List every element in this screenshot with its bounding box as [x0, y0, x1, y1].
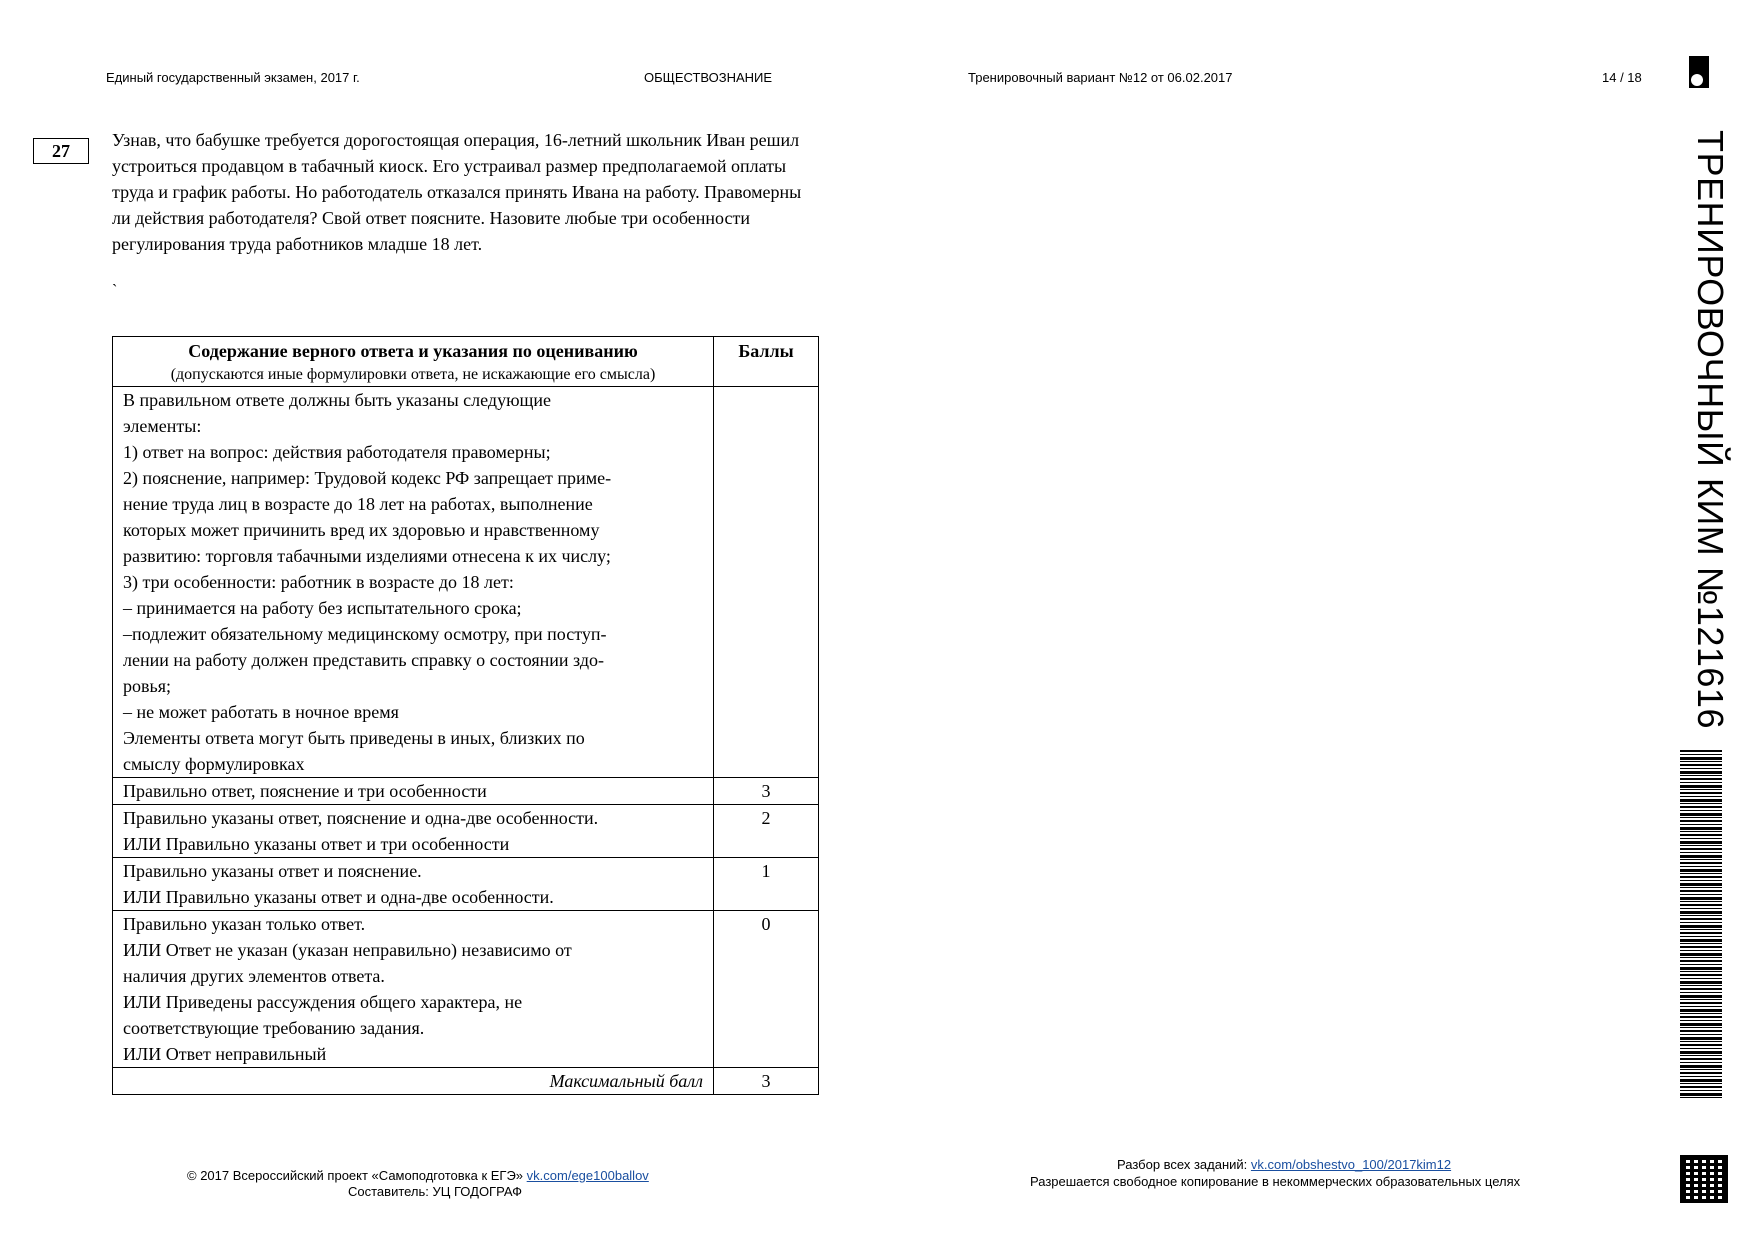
answer-line: 1) ответ на вопрос: действия работодателя правомерны; — [123, 442, 551, 462]
answer-line: –подлежит обязательному медицинскому осмотру, при поступ- — [123, 624, 607, 644]
answer-elements-cell — [113, 387, 714, 778]
criterion-line: Правильно ответ, пояснение и три особенности — [123, 781, 487, 801]
criterion-line: ИЛИ Приведены рассуждения общего характера, не — [123, 992, 523, 1012]
criterion-line: Правильно указаны ответ, пояснение и одна-две особенности. — [123, 808, 599, 828]
qr-code-icon — [1680, 1155, 1728, 1203]
answer-line: которых может причинить вред их здоровью и нравственному — [123, 520, 600, 540]
answer-line: – принимается на работу без испытательного срока; — [123, 598, 522, 618]
criterion-line: ИЛИ Ответ неправильный — [123, 1044, 327, 1064]
table-header-score: Баллы — [713, 337, 818, 387]
answer-line: – не может работать в ночное время — [123, 702, 399, 722]
answer-line: элементы: — [123, 416, 202, 436]
criterion-score: 1 — [713, 858, 818, 911]
footer-copy-note: Разрешается свободное копирование в некоммерческих образовательных целях — [1030, 1174, 1521, 1189]
table-header-row — [113, 337, 819, 387]
task-question: Узнав, что бабушке требуется дорогостоящая операция, 16-летний школьник Иван решил устроиться продавцом в табачный киоск. Его устраивал размер предполагаемой оплаты труда и график работы. Но работодатель отказался принять Ивана на работу. Правомерны ли действия работодателя? Свой ответ поясните. Назовите любые три особенности регулирования труда работников младше 18 лет. — [112, 130, 802, 254]
footer-project-link[interactable]: vk.com/ege100ballov — [526, 1168, 649, 1183]
criterion-line: наличия других элементов ответа. — [123, 966, 385, 986]
stray-mark: ` — [112, 282, 118, 299]
answer-line: ровья; — [123, 676, 171, 696]
corner-marker-icon — [1689, 56, 1709, 88]
header-sub: (допускаются иные формулировки ответа, не искажающие его смысла) — [170, 366, 656, 383]
footer-project — [187, 1168, 649, 1183]
barcode-icon — [1680, 750, 1722, 1100]
criterion-text — [113, 778, 714, 805]
answer-line: 3) три особенности: работник в возрасте до 18 лет: — [123, 572, 514, 592]
answer-line: смыслу формулировках — [123, 754, 305, 774]
header-exam-title: Единый государственный экзамен, 2017 г. — [106, 70, 360, 85]
max-score-row — [113, 1068, 819, 1095]
criterion-score: 0 — [713, 911, 818, 1068]
criterion-line: ИЛИ Правильно указаны ответ и одна-две особенности. — [123, 887, 554, 907]
criterion-line: ИЛИ Правильно указаны ответ и три особенности — [123, 834, 510, 854]
table-header-content — [113, 337, 714, 387]
task-number: 27 — [33, 138, 89, 164]
criterion-line: Правильно указаны ответ и пояснение. — [123, 861, 422, 881]
footer-author: Составитель: УЦ ГОДОГРАФ — [348, 1184, 523, 1199]
criterion-line: соответствующие требованию задания. — [123, 1018, 425, 1038]
answer-table — [112, 336, 819, 1095]
criterion-text — [113, 911, 714, 1068]
answer-line: лении на работу должен представить справку о состоянии здо- — [123, 650, 604, 670]
answer-line: 2) пояснение, например: Трудовой кодекс РФ запрещает приме- — [123, 468, 612, 488]
header-subject: ОБЩЕСТВОЗНАНИЕ — [644, 70, 773, 85]
criterion-line: ИЛИ Ответ не указан (указан неправильно) независимо от — [123, 940, 572, 960]
side-kim-title: ТРЕНИРОВОЧНЫЙ КИМ №121616 — [1690, 130, 1731, 729]
footer-analysis — [1117, 1157, 1451, 1172]
criterion-score: 3 — [713, 778, 818, 805]
score-criterion-row — [113, 858, 819, 911]
max-score-label: Максимальный балл — [113, 1068, 714, 1095]
header-variant: Тренировочный вариант №12 от 06.02.2017 — [968, 70, 1233, 85]
empty-score-cell — [713, 387, 818, 778]
header-page-number: 14 / 18 — [1602, 70, 1642, 85]
criterion-text — [113, 858, 714, 911]
answer-line: Элементы ответа могут быть приведены в иных, близких по — [123, 728, 585, 748]
footer-copyright: © 2017 Всероссийский проект «Самоподготовка к ЕГЭ» — [187, 1168, 524, 1183]
answer-line: развитию: торговля табачными изделиями отнесена к их числу; — [123, 546, 611, 566]
answer-line: нение труда лиц в возрасте до 18 лет на работах, выполнение — [123, 494, 593, 514]
answer-elements-row — [113, 387, 819, 778]
score-criterion-row — [113, 911, 819, 1068]
max-score-value: 3 — [713, 1068, 818, 1095]
footer-analysis-prefix: Разбор всех заданий: — [1117, 1157, 1248, 1172]
answer-line: В правильном ответе должны быть указаны следующие — [123, 390, 551, 410]
criterion-score: 2 — [713, 805, 818, 858]
criterion-line: Правильно указан только ответ. — [123, 914, 366, 934]
score-criterion-row — [113, 805, 819, 858]
footer-analysis-link[interactable]: vk.com/obshestvo_100/2017kim12 — [1250, 1157, 1452, 1172]
header-main: Содержание верного ответа и указания по оцениванию — [188, 341, 638, 361]
score-criterion-row — [113, 778, 819, 805]
criterion-text — [113, 805, 714, 858]
